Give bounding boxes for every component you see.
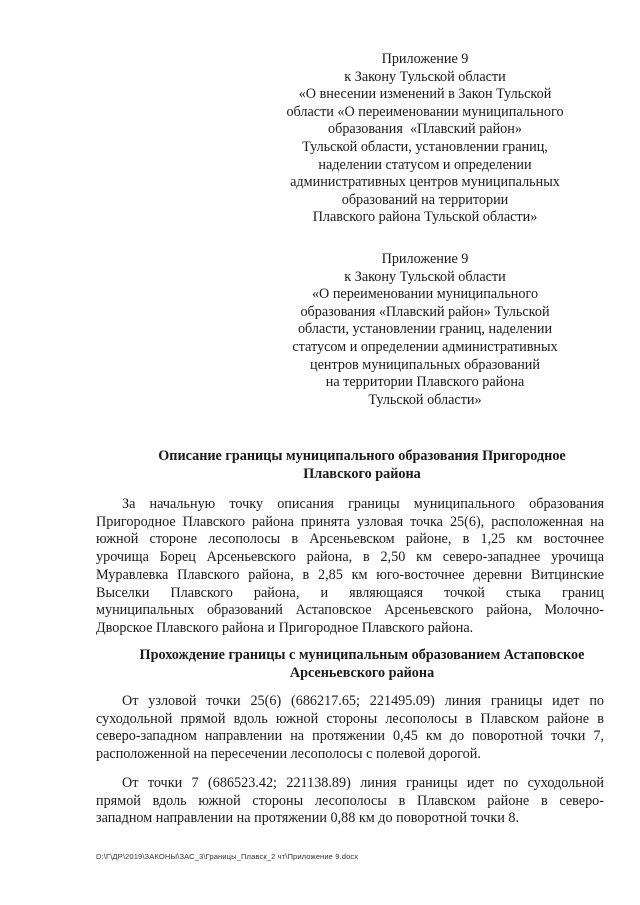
paragraph-line: Выселки Плавского района, и являющаяся точкой стыка границ xyxy=(96,584,604,601)
paragraph-point-7 xyxy=(96,775,604,828)
header-line: административных центров муниципальных xyxy=(290,174,560,191)
header-line: Приложение 9 xyxy=(381,251,469,267)
header-line: образования «Плавский район» Тульской xyxy=(300,303,550,320)
paragraph-line: От узловой точки 25(6) (686217.65; 221495.09) линия границы идет по xyxy=(122,693,604,709)
header-line: образований на территории xyxy=(341,191,509,208)
paragraph-point-25-6 xyxy=(96,693,604,764)
title-line: Описание границы муниципального образования Пригородное xyxy=(158,448,566,464)
header-line: области «О переименовании муниципального xyxy=(286,103,564,120)
title-line: Плавского района xyxy=(303,465,421,482)
title-line: Прохождение границы с муниципальным образованием Астаповское xyxy=(139,647,585,663)
section-title-astapovskoe-boundary xyxy=(100,647,624,682)
paragraph-line: расположенной на пересечении лесополосы с полевой дорогой. xyxy=(96,746,481,763)
header-line: центров муниципальных образований xyxy=(310,356,540,373)
paragraph-starting-point xyxy=(96,496,604,638)
header-line: образования «Плавский район» xyxy=(328,121,522,138)
header-line: Приложение 9 xyxy=(381,51,469,67)
paragraph-line: Дворское Плавского района и Пригородное Плавского района. xyxy=(96,619,474,636)
header-line: к Закону Тульской области xyxy=(344,268,506,285)
header-line: наделении статусом и определении xyxy=(318,156,532,173)
header-line: Тульской области, установлении границ, xyxy=(302,138,548,155)
header-line: «О переименовании муниципального xyxy=(311,286,539,303)
paragraph-line: южной стороне лесополосы в Арсеньевском районе, в 1,25 км восточнее xyxy=(96,531,604,548)
paragraph-line: муниципальных образований Астаповское Арсеньевского района, Молочно- xyxy=(96,602,604,619)
appendix-header-amendment xyxy=(258,51,592,227)
header-line: «О внесении изменений в Закон Тульской xyxy=(298,86,552,103)
footer-file-path: D:\Г\ДР\2019\ЗАКОНЫ\ЗАС_3\Границы_Плавск_2 чт\Приложение 9.docx xyxy=(96,852,359,861)
header-line: статусом и определении административных xyxy=(292,338,558,355)
paragraph-line: прямой вдоль южной стороны лесополосы в Плавском районе в северо- xyxy=(96,792,604,809)
section-title-boundary-description xyxy=(100,448,624,483)
paragraph-line: суходольной прямой вдоль южной стороны лесополосы в Плавском районе в xyxy=(96,710,604,727)
header-line: области, установлении границ, наделении xyxy=(297,321,553,338)
paragraph-line: За начальную точку описания границы муниципального образования xyxy=(122,496,604,512)
title-line: Арсеньевского района xyxy=(289,664,435,681)
paragraph-line: северо-западном направлении на протяжении 0,45 км до поворотной точки 7, xyxy=(96,728,604,745)
paragraph-line: урочища Борец Арсеньевского района, в 2,50 км северо-западнее урочища xyxy=(96,549,604,566)
paragraph-line: От точки 7 (686523.42; 221138.89) линия границы идет по суходольной xyxy=(122,775,604,791)
appendix-header-original xyxy=(258,251,592,409)
header-line: на территории Плавского района xyxy=(325,374,525,391)
header-line: к Закону Тульской области xyxy=(344,68,506,85)
paragraph-line: Муравлевка Плавского района, в 2,85 км юго-восточнее деревни Витцинские xyxy=(96,566,604,583)
header-line: Тульской области» xyxy=(368,391,482,408)
paragraph-line: Пригородное Плавского района принята узловая точка 25(6), расположенная на xyxy=(96,513,604,530)
header-line: Плавского района Тульской области» xyxy=(312,209,538,226)
paragraph-line: западном направлении на протяжении 0,88 км до поворотной точки 8. xyxy=(96,810,520,827)
